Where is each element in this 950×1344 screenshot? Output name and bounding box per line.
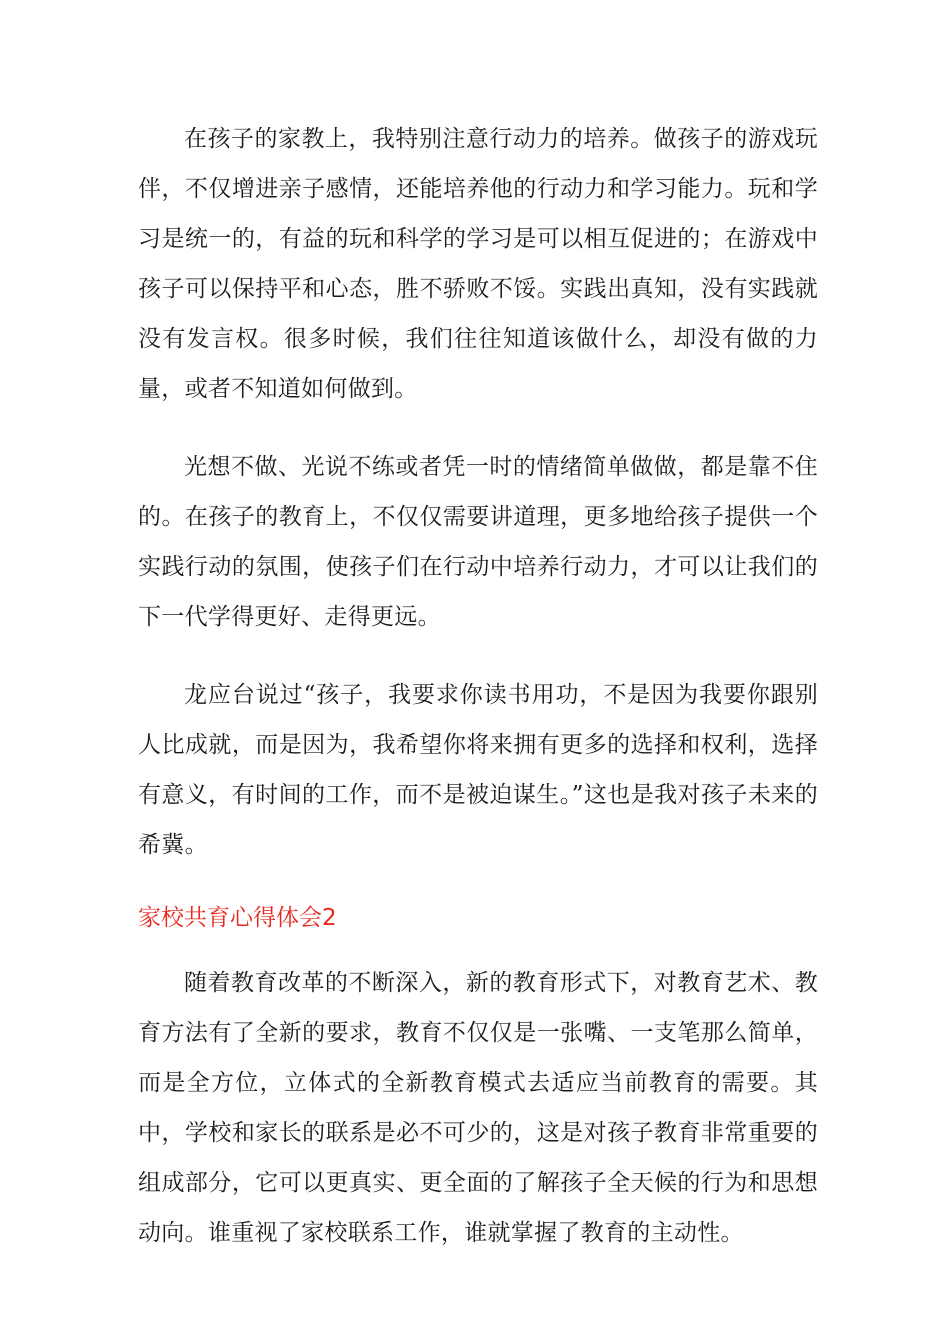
paragraph-1: 在孩子的家教上，我特别注意行动力的培养。做孩子的游戏玩伴，不仅增进亲子感情，还能培养他的行动力和学习能力。玩和学习是统一的，有益的玩和科学的学习是可以相互促进的；在游戏中孩子可以保持平和心态，胜不骄败不馁。实践出真知，没有实践就没有发言权。很多时候，我们往往知道该做什么，却没有做的力量，或者不知道如何做到。 bbox=[138, 126, 818, 402]
section-heading: 家校共育心得体会2 bbox=[138, 905, 337, 931]
paragraph-3: 龙应台说过“孩子，我要求你读书用功，不是因为我要你跟别人比成就，而是因为，我希望你将来拥有更多的选择和权利，选择有意义，有时间的工作，而不是被迫谋生。”这也是我对孩子未来的希冀。 bbox=[138, 682, 818, 858]
paragraph-4: 随着教育改革的不断深入，新的教育形式下，对教育艺术、教育方法有了全新的要求，教育不仅仅是一张嘴、一支笔那么简单，而是全方位，立体式的全新教育模式去适应当前教育的需要。其中，学校和家长的联系是必不可少的，这是对孩子教育非常重要的组成部分，它可以更真实、更全面的了解孩子全天候的行为和思想动向。谁重视了家校联系工作，谁就掌握了教育的主动性。 bbox=[138, 970, 818, 1246]
paragraph-2: 光想不做、光说不练或者凭一时的情绪简单做做，都是靠不住的。在孩子的教育上，不仅仅需要讲道理，更多地给孩子提供一个实践行动的氛围，使孩子们在行动中培养行动力，才可以让我们的下一代学得更好、走得更远。 bbox=[138, 454, 818, 630]
document-body bbox=[138, 114, 818, 1286]
